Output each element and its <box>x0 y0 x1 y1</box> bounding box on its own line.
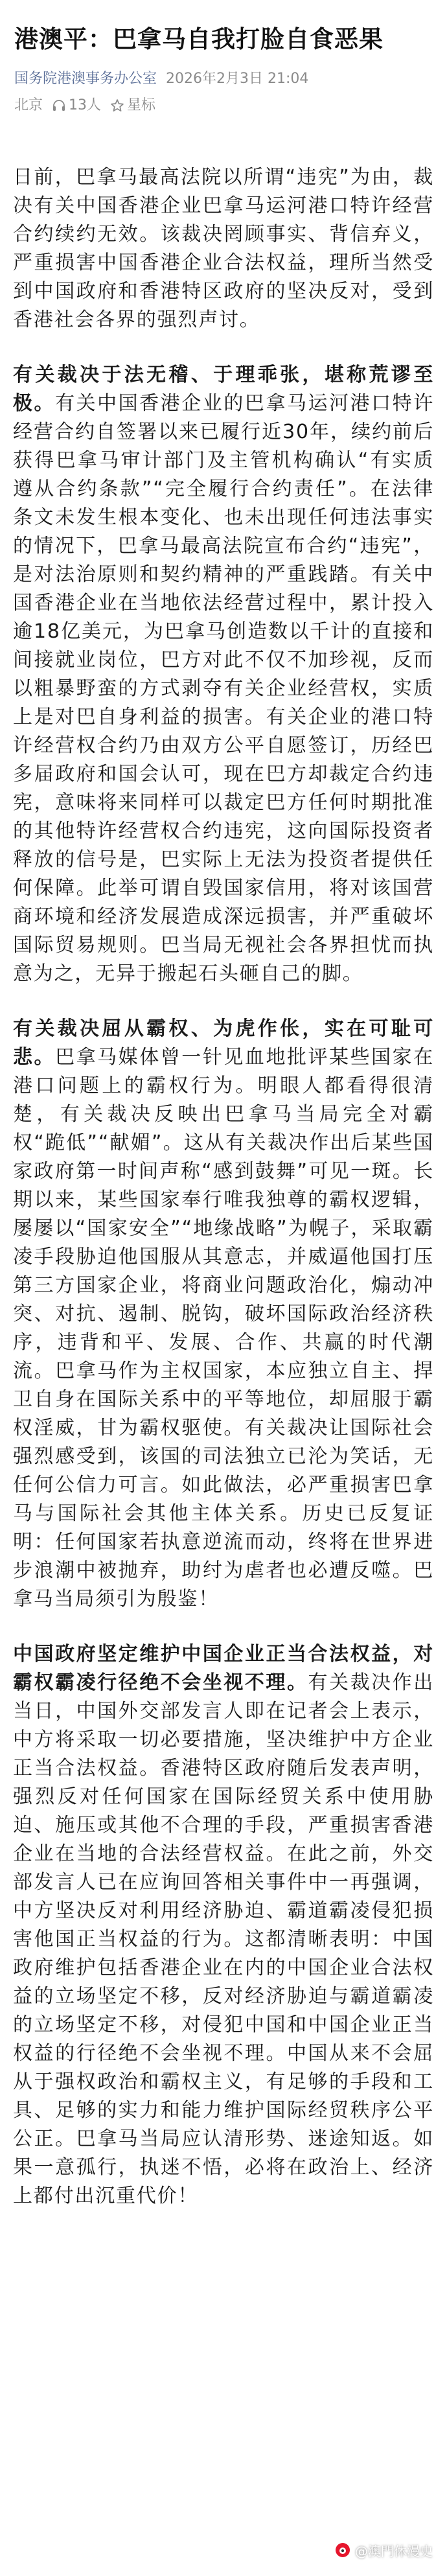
article-meta <box>14 68 429 90</box>
article-title: 港澳平：巴拿马自我打脸自食恶果 <box>14 25 384 53</box>
paragraph-lead: 有关裁决于法无稽、于理乖张，堪称荒谬至极。 <box>13 364 434 415</box>
paragraph-lead: 有关裁决屈从霸权、为虎作伥，实在可耻可悲。 <box>13 1017 434 1069</box>
star-label[interactable]: 星标 <box>127 97 156 113</box>
paragraph-4 <box>13 1640 434 2210</box>
paragraph-1 <box>13 163 434 334</box>
watermark-logo-icon <box>334 2542 351 2559</box>
article-body <box>13 163 434 2237</box>
article-meta-secondary <box>14 95 429 117</box>
article-source-link[interactable]: 国务院港澳事务办公室 <box>14 71 157 87</box>
watermark <box>334 2537 433 2563</box>
paragraph-2 <box>13 361 434 988</box>
paragraph-3 <box>13 1015 434 1614</box>
paragraph-text: 有关裁决作出当日，中国外交部发言人即在记者会上表示，中方将采取一切必要措施，坚决维护中方企业正当合法权益。香港特区政府随后发表声明，强烈反对任何国家在国际经贸关系中使用胁迫、施压或其他不合理的手段，严重损害香港企业在当地的合法经营权益。在此之前，外交部发言人已在应询回答相关事件中一再强调，中方坚决反对利用经济胁迫、霸道霸凌侵犯损害他国正当权益的行为。这都清晰表明：中国政府维护包括香港企业在内的中国企业合法权益的立场坚定不移，反对经济胁迫与霸道霸凌的立场坚定不移，对侵犯中国和中国企业正当权益的行径绝不会坐视不理。中国从来不会屈从于强权政治和霸权主义，有足够的手段和工具、足够的实力和能力维护国际经贸秩序公平公正。巴拿马当局应认清形势、迷途知返。如果一意孤行，执迷不悟，必将在政治上、经济上都付出沉重代价！ <box>13 1671 434 2207</box>
article-location: 北京 <box>14 97 43 113</box>
listen-icon <box>52 99 66 113</box>
paragraph-lead: 中国政府坚定维护中国企业正当合法权益，对霸权霸凌行径绝不会坐视不理。 <box>13 1643 434 1694</box>
article-date: 2026年2月3日 21:04 <box>166 71 309 87</box>
paragraph-text: 巴拿马媒体曾一针见血地批评某些国家在港口问题上的霸权行为。明眼人都看得很清楚，有关裁决反映出巴拿马当局完全对霸权“跪低”“献媚”。这从有关裁决作出后某些国家政府第一时间声称“感到鼓舞”可见一斑。长期以来，某些国家奉行唯我独尊的霸权逻辑，屡屡以“国家安全”“地缘战略”为幌子，采取霸凌手段胁迫他国服从其意志，并威逼他国打压第三方国家企业，将商业问题政治化，煽动冲突、对抗、遏制、脱钩，破坏国际政治经济秩序，违背和平、发展、合作、共赢的时代潮流。巴拿马作为主权国家，本应独立自主、捍卫自身在国际关系中的平等地位，却屈服于霸权淫威，甘为霸权驱使。有关裁决让国际社会强烈感受到，该国的司法独立已沦为笑话，无任何公信力可言。如此做法，必严重损害巴拿马与国际社会其他主体关系。历史已反复证明：任何国家若执意逆流而动，终将在世界进步浪潮中被抛弃，助纣为虐者也必遭反噬。巴拿马当局须引为殷鉴！ <box>13 1046 434 1610</box>
listen-count[interactable]: 13人 <box>69 97 102 113</box>
paragraph-text: 有关中国香港企业的巴拿马运河港口特许经营合约自签署以来已履行近30年，续约前后获得巴拿马审计部门及主管机构确认“有实质遵从合约条款”“完全履行合约责任”。在法律条文未发生根本变化、也未出现任何违法事实的情况下，巴拿马最高法院宣布合约“违宪”，是对法治原则和契约精神的严重践踏。有关中国香港企业在当地依法经营过程中，累计投入逾18亿美元，为巴拿马创造数以千计的直接和间接就业岗位，巴方对此不仅不加珍视，反而以粗暴野蛮的方式剥夺有关企业经营权，实质上是对巴自身利益的损害。有关企业的港口特许经营权合约乃由双方公平自愿签订，历经巴多届政府和国会认可，现在巴方却裁定合约违宪，意味将来同样可以裁定巴方任何时期批准的其他特许经营权合约违宪，这向国际投资者释放的信号是，巴实际上无法为投资者提供任何保障。此举可谓自毁国家信用，将对该国营商环境和经济发展造成深远损害，并严重破坏国际贸易规则。巴当局无视社会各界担忧而执意为之，无异于搬起石头砸自己的脚。 <box>13 392 434 985</box>
star-icon[interactable] <box>110 99 124 113</box>
paragraph-text: 日前，巴拿马最高法院以所谓“违宪”为由，裁决有关中国香港企业巴拿马运河港口特许经营合约续约无效。该裁决罔顾事实、背信弃义，严重损害中国香港企业合法权益，理所当然受到中国政府和香港特区政府的坚决反对，受到香港社会各界的强烈声讨。 <box>13 166 434 331</box>
watermark-text: @澳門休漫史 <box>355 2543 433 2559</box>
